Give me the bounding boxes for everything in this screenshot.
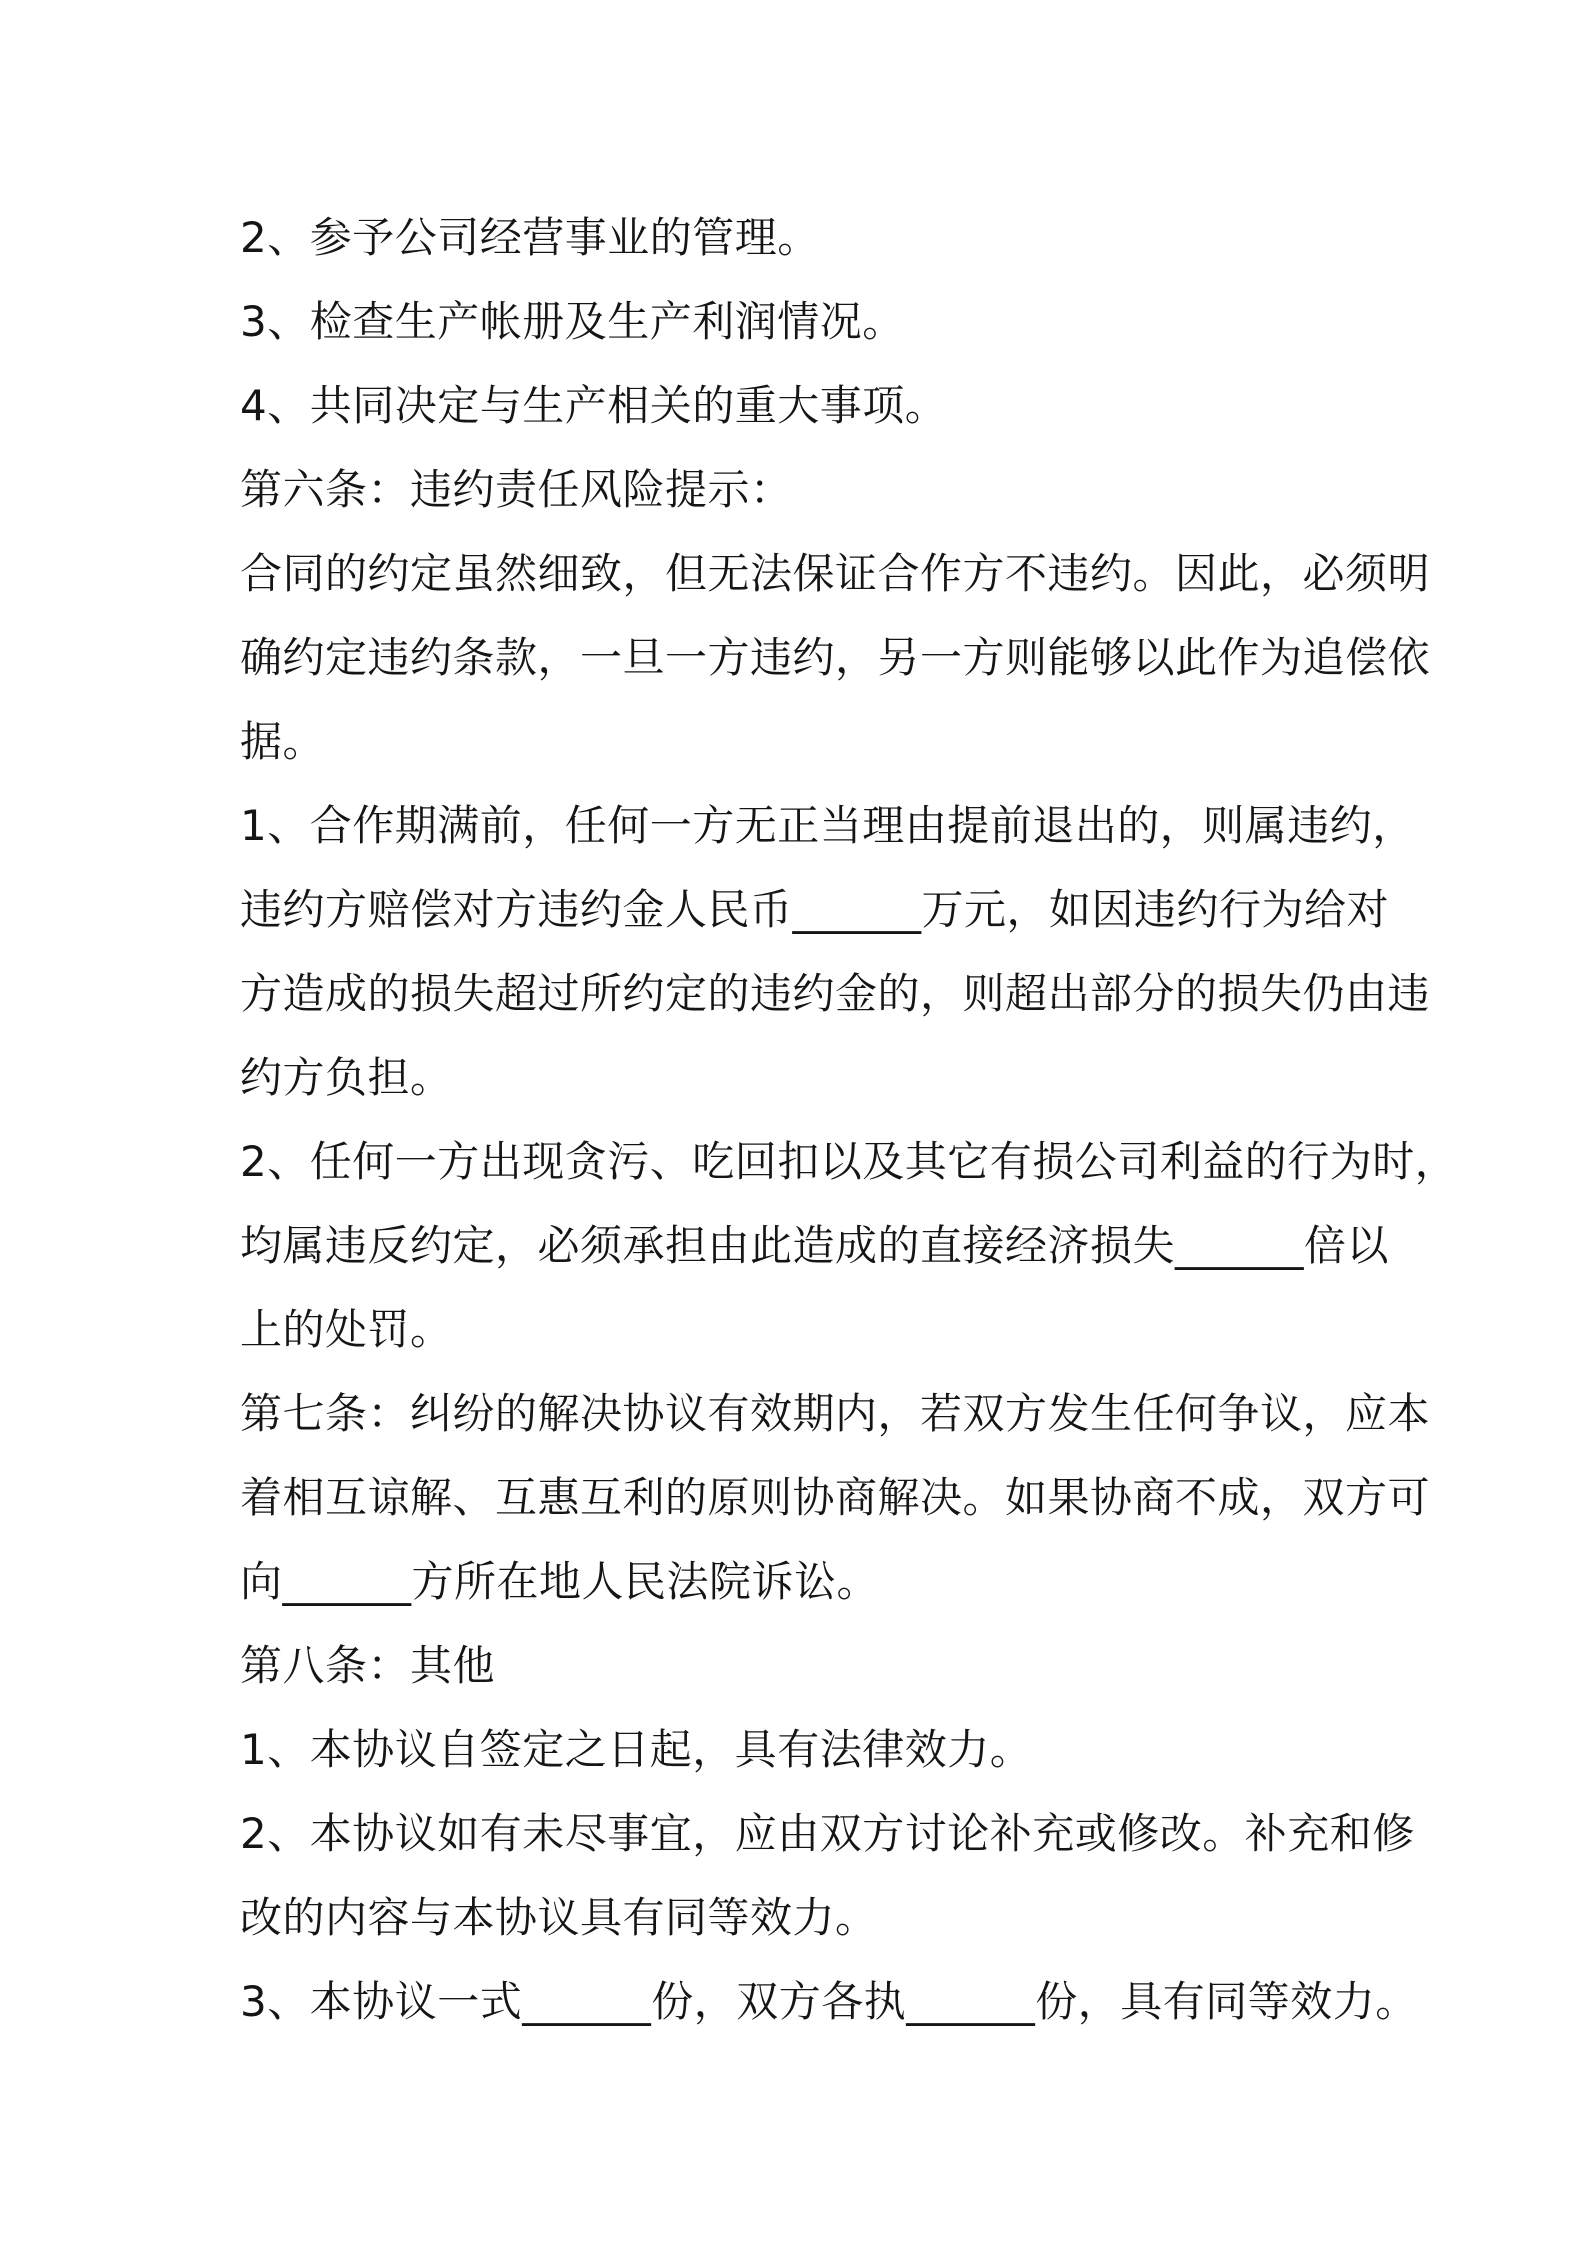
text-line: 改的内容与本协议具有同等效力。	[240, 1893, 878, 1942]
text-line: 约方负担。	[240, 1053, 453, 1102]
document-body	[240, 196, 1458, 2044]
article-heading: 第七条：纠纷的解决协议有效期内，若双方发生任何争议，应本	[240, 1389, 1431, 1438]
text-line: 方造成的损失超过所约定的违约金的，则超出部分的损失仍由违	[240, 969, 1431, 1018]
text-line: 均属违反约定，必须承担由此造成的直接经济损失______倍以	[240, 1221, 1390, 1270]
text-line: 2、本协议如有未尽事宜，应由双方讨论补充或修改。补充和修	[240, 1809, 1415, 1858]
article-heading: 第八条：其他	[240, 1641, 496, 1690]
text-line: 据。	[240, 717, 326, 766]
text-line: 2、参予公司经营事业的管理。	[240, 213, 820, 262]
text-line: 确约定违约条款，一旦一方违约，另一方则能够以此作为追偿依	[240, 633, 1431, 682]
text-line: 1、合作期满前，任何一方无正当理由提前退出的，则属违约，	[240, 801, 1415, 850]
text-line: 违约方赔偿对方违约金人民币______万元，如因违约行为给对	[240, 885, 1390, 934]
article-heading: 第六条：违约责任风险提示：	[240, 465, 793, 514]
text-line: 合同的约定虽然细致，但无法保证合作方不违约。因此，必须明	[240, 549, 1431, 598]
text-line: 3、检查生产帐册及生产利润情况。	[240, 297, 905, 346]
text-line: 1、本协议自签定之日起，具有法律效力。	[240, 1725, 1033, 1774]
text-line: 上的处罚。	[240, 1305, 453, 1354]
text-line: 2、任何一方出现贪污、吃回扣以及其它有损公司利益的行为时，	[240, 1137, 1458, 1186]
text-line: 3、本协议一式______份，双方各执______份，具有同等效力。	[240, 1977, 1418, 2026]
text-line: 着相互谅解、互惠互利的原则协商解决。如果协商不成，双方可	[240, 1473, 1431, 1522]
text-line: 4、共同决定与生产相关的重大事项。	[240, 381, 948, 430]
text-line: 向______方所在地人民法院诉讼。	[240, 1557, 880, 1606]
